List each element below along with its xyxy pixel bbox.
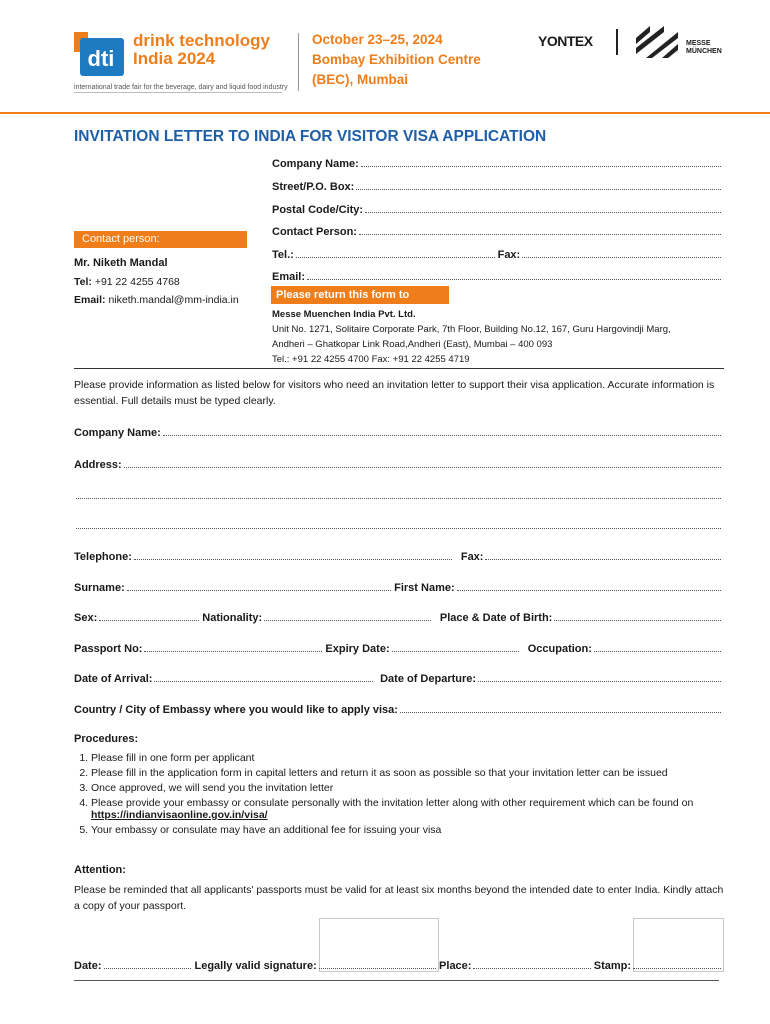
street-label: Street/P.O. Box: [272, 181, 355, 193]
procedure-item: 1. Please fill in one form per applicant [91, 752, 741, 764]
arrival-label: Date of Arrival: [74, 673, 153, 685]
venue-line2: (BEC), Mumbai [312, 72, 408, 87]
embassy-label: Country / City of Embassy where you would like to apply visa: [74, 704, 398, 716]
place-input[interactable] [473, 968, 590, 969]
return-phones: Tel.: +91 22 4255 4700 Fax: +91 22 4255 4719 [272, 354, 470, 365]
visitor-embassy-field[interactable] [74, 704, 724, 716]
stamp-label: Stamp: [593, 960, 632, 972]
sex-label: Sex: [74, 612, 98, 624]
organizer-name [686, 40, 722, 56]
procedure-item: 3. Once approved, we will send you the invitation letter [91, 782, 741, 794]
visitor-fax-label: Fax: [460, 551, 484, 563]
organizer-line2: MÜNCHEN [686, 48, 722, 55]
return-heading: Please return this form to [271, 286, 449, 304]
header-rule [0, 112, 770, 114]
stamp-input[interactable] [633, 968, 721, 969]
yontex-logo: YONTEX [538, 33, 593, 49]
procedures-heading: Procedures: [74, 733, 139, 745]
expiry-label: Expiry Date: [325, 643, 390, 655]
event-name-line2: India 2024 [133, 49, 216, 68]
place-dob-label: Place & Date of Birth: [439, 612, 553, 624]
logo-text: dti [87, 46, 115, 71]
header-divider [298, 33, 299, 91]
visitor-company-label: Company Name: [74, 427, 161, 439]
tagline-rule [74, 92, 282, 93]
visitor-address-line2[interactable] [74, 490, 724, 502]
contact-person-label: Contact Person: [272, 226, 357, 238]
contact-person-field[interactable] [272, 226, 724, 238]
organizer-line1: MESSE [686, 40, 711, 47]
procedure-item [91, 797, 741, 821]
return-company: Messe Muenchen India Pvt. Ltd. [272, 309, 416, 320]
logo-divider [616, 29, 618, 55]
visitor-phone-fax-field[interactable] [74, 551, 724, 563]
attention-heading: Attention: [74, 864, 126, 876]
footer-rule [74, 980, 719, 981]
section-rule [74, 368, 724, 369]
dti-logo [74, 30, 124, 76]
company-name-field[interactable] [272, 158, 724, 170]
date-label: Date: [74, 960, 102, 972]
messe-muenchen-logo [636, 26, 680, 63]
fax-label: Fax: [497, 249, 521, 261]
surname-label: Surname: [74, 582, 125, 594]
visitor-name-field[interactable] [74, 582, 724, 594]
contact-tel-label: Tel: [74, 276, 92, 288]
date-input[interactable] [104, 968, 192, 969]
visitor-personal-field[interactable] [74, 612, 724, 624]
email-field[interactable] [272, 271, 724, 283]
procedure-item: 2. Please fill in the application form in capital letters and return it as soon as possible so that your invitation letter can be issued [91, 767, 741, 779]
visitor-telephone-label: Telephone: [74, 551, 132, 563]
visitor-company-field[interactable] [74, 427, 724, 439]
procedure-item-text: Please provide your embassy or consulate personally with the invitation letter along with other requirement which can be found on [91, 797, 694, 809]
attention-text: Please be reminded that all applicants' passports must be valid for at least six months beyond the intended date to enter India. Kindly attach a copy of your passport. [74, 884, 724, 912]
postal-field[interactable] [272, 204, 724, 216]
contact-heading: Contact person: [74, 231, 247, 248]
contact-tel [74, 276, 180, 288]
contact-email-label: Email: [74, 294, 106, 306]
tel-fax-field[interactable] [272, 249, 724, 261]
event-dates: October 23–25, 2024 [312, 32, 443, 47]
intro-text: Please provide information as listed below for visitors who need an invitation letter to support their visa application. Accurate information is essential. Full details must be typed clearly. [74, 379, 715, 407]
contact-name: Mr. Niketh Mandal [74, 257, 168, 269]
contact-email-value[interactable]: niketh.mandal@mm-india.in [108, 294, 239, 306]
return-address [272, 307, 671, 367]
nationality-label: Nationality: [202, 612, 263, 624]
tagline: international trade fair for the beverage, dairy and liquid food industry [74, 84, 288, 91]
tel-label: Tel.: [272, 249, 294, 261]
signature-input[interactable] [319, 968, 436, 969]
street-field[interactable] [272, 181, 724, 193]
email-label: Email: [272, 271, 306, 283]
place-label: Place: [439, 960, 472, 972]
occupation-label: Occupation: [527, 643, 592, 655]
visitor-address-field[interactable] [74, 459, 724, 471]
return-address-line1: Unit No. 1271, Solitaire Corporate Park, 7th Floor, Building No.12, 167, Guru Hargovindji Marg, [272, 324, 671, 335]
visitor-passport-field[interactable] [74, 643, 724, 655]
event-name-line1: drink technology [133, 31, 270, 50]
company-name-label: Company Name: [272, 158, 359, 170]
return-address-line2: Andheri – Ghatkopar Link Road,Andheri (East), Mumbai – 400 093 [272, 339, 553, 350]
visitor-address-label: Address: [74, 459, 122, 471]
visitor-address-line3[interactable] [74, 520, 724, 532]
signature-label: Legally valid signature: [194, 960, 317, 972]
visitor-dates-field[interactable] [74, 673, 724, 685]
footer-signature-row [74, 960, 724, 972]
contact-email [74, 294, 239, 306]
passport-label: Passport No: [74, 643, 143, 655]
contact-tel-value: +91 22 4255 4768 [94, 276, 180, 288]
venue-line1: Bombay Exhibition Centre [312, 52, 481, 67]
event-info [312, 30, 481, 90]
departure-label: Date of Departure: [380, 673, 477, 685]
first-name-label: First Name: [394, 582, 455, 594]
procedure-item: 5. Your embassy or consulate may have an additional fee for issuing your visa [91, 824, 741, 836]
procedures-list [74, 752, 741, 839]
postal-label: Postal Code/City: [272, 204, 364, 216]
visa-link[interactable]: https://indianvisaonline.gov.in/visa/ [91, 809, 268, 821]
page-title: INVITATION LETTER TO INDIA FOR VISITOR VISA APPLICATION [74, 128, 547, 145]
